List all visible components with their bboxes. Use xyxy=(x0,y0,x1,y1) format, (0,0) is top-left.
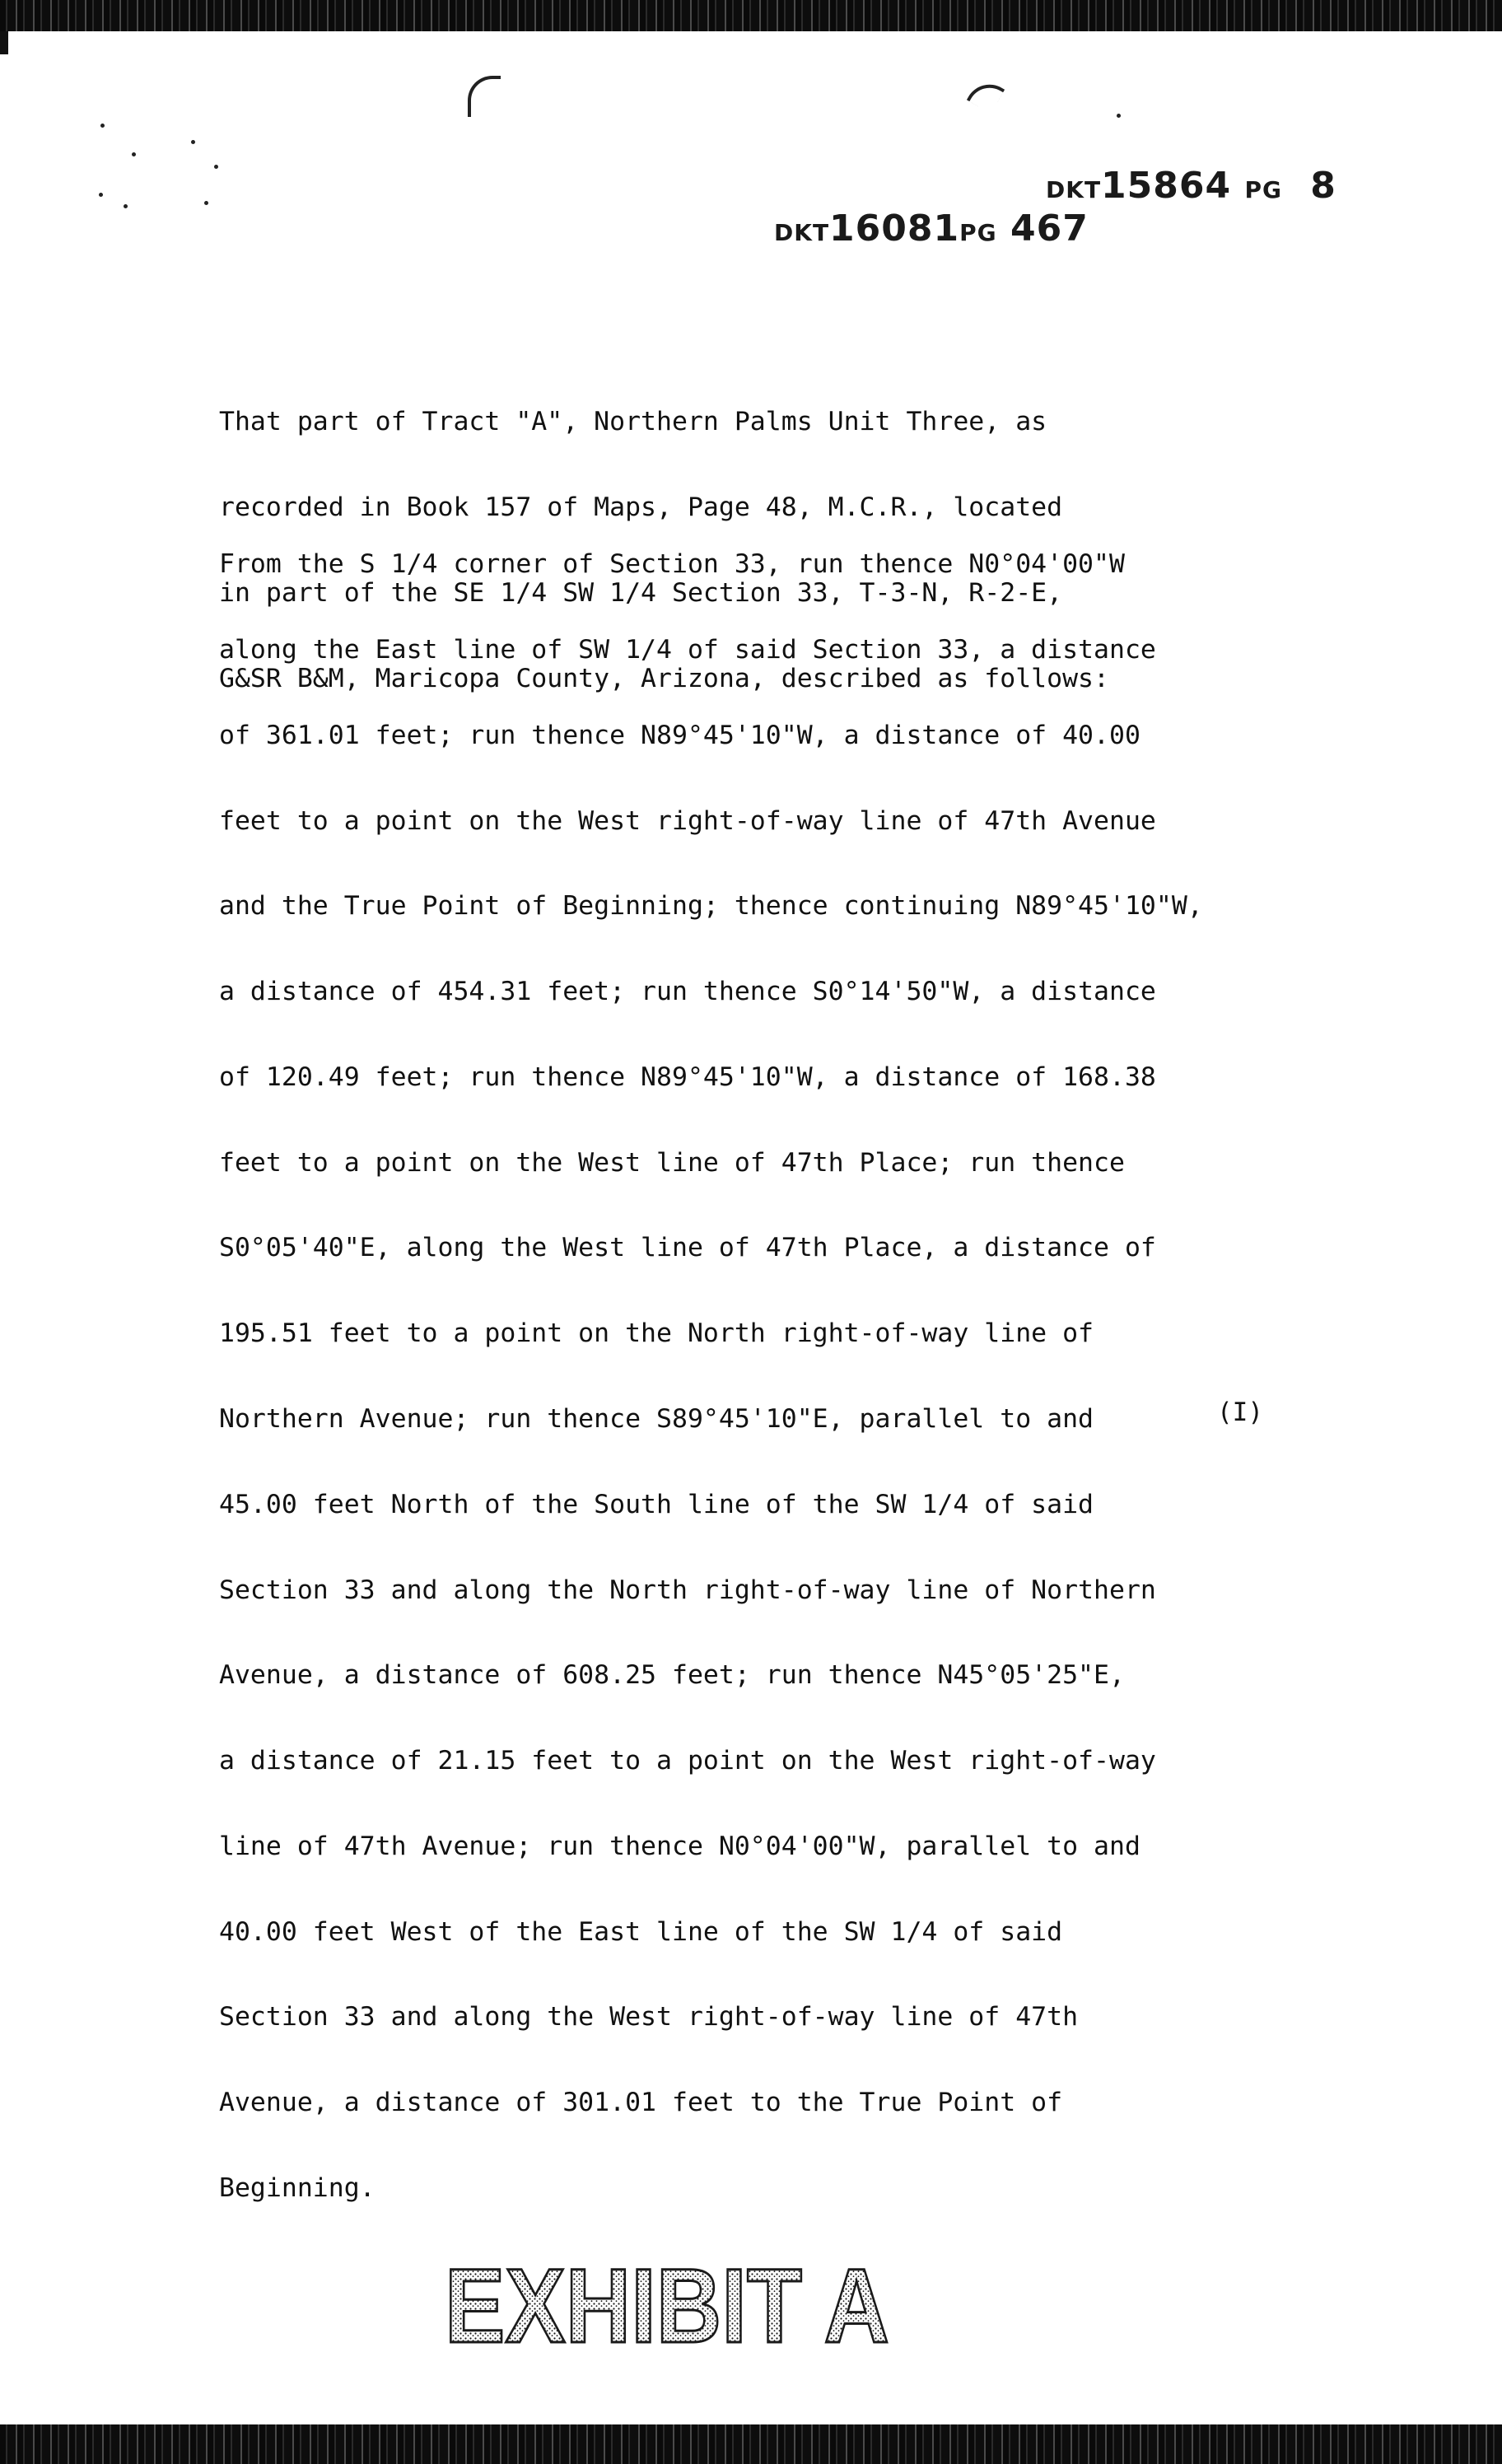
scan-speck xyxy=(99,193,103,197)
text-line: Northern Avenue; run thence S89°45'10"E, parallel to and xyxy=(219,1404,1094,1434)
docket-number: 16081 xyxy=(829,208,960,250)
scan-speck xyxy=(204,201,208,205)
text-line: Section 33 and along the West right-of-way line of 47th xyxy=(219,2002,1079,2032)
scan-speck xyxy=(132,152,136,156)
text-line: Avenue, a distance of 301.01 feet to the True Point of xyxy=(219,2088,1063,2118)
docket-page-label: PG xyxy=(959,219,997,246)
text-line: feet to a point on the West right-of-way line of 47th Avenue xyxy=(219,805,1156,836)
text-line: 195.51 feet to a point on the North right-of-way line of xyxy=(219,1318,1094,1349)
text-line: 40.00 feet West of the East line of the SW 1/4 of said xyxy=(219,1916,1063,1947)
scan-speck xyxy=(214,165,218,169)
scan-border-top xyxy=(0,0,1502,31)
text-line: feet to a point on the West line of 47th Place; run thence xyxy=(219,1147,1125,1178)
text-line: S0°05'40"E, along the West line of 47th Place, a distance of xyxy=(219,1233,1156,1263)
scan-border-bottom xyxy=(0,2424,1502,2464)
text-line: of 361.01 feet; run thence N89°45'10"W, a distance of 40.00 xyxy=(219,720,1140,750)
text-line: along the East line of SW 1/4 of said Section 33, a distance xyxy=(219,634,1156,665)
scan-speck xyxy=(100,124,105,128)
scan-speck xyxy=(1117,114,1121,118)
text-line: Avenue, a distance of 608.25 feet; run thence N45°05'25"E, xyxy=(219,1660,1125,1691)
exhibit-label: EXHIBIT A xyxy=(445,2247,889,2365)
docket-prefix: DKT xyxy=(774,219,830,246)
text-line: a distance of 454.31 feet; run thence S0°14'50"W, a distance xyxy=(219,977,1156,1007)
scan-speck xyxy=(191,140,195,144)
punch-mark xyxy=(967,76,1005,114)
text-line: line of 47th Avenue; run thence N0°04'00"W, parallel to and xyxy=(219,1831,1140,1861)
text-line: Section 33 and along the North right-of-way line of Northern xyxy=(219,1575,1156,1605)
page-marker: (I) xyxy=(1217,1398,1263,1427)
text-line: From the S 1/4 corner of Section 33, run thence N0°04'00"W xyxy=(219,549,1125,580)
text-line: recorded in Book 157 of Maps, Page 48, M.C.R., located xyxy=(219,492,1063,522)
scan-border-left xyxy=(0,31,8,54)
text-line: of 120.49 feet; run thence N89°45'10"W, a distance of 168.38 xyxy=(219,1062,1156,1092)
legal-description-body xyxy=(219,493,1388,2231)
docket-stamp-second xyxy=(774,208,1089,250)
docket-stamp-top xyxy=(1046,165,1336,207)
punch-mark xyxy=(468,76,501,117)
text-line: That part of Tract "A", Northern Palms Unit Three, as xyxy=(219,407,1047,437)
docket-prefix: DKT xyxy=(1046,176,1102,203)
docket-page: 467 xyxy=(1010,208,1089,250)
text-line: and the True Point of Beginning; thence continuing N89°45'10"W, xyxy=(219,891,1203,922)
exhibit-a-stamp xyxy=(445,2247,889,2365)
text-line: a distance of 21.15 feet to a point on the West right-of-way xyxy=(219,1746,1156,1776)
docket-number: 15864 xyxy=(1101,165,1232,207)
text-line: Beginning. xyxy=(219,2173,376,2204)
text-line: 45.00 feet North of the South line of the SW 1/4 of said xyxy=(219,1489,1094,1519)
scan-speck xyxy=(124,204,128,208)
docket-page-label: PG xyxy=(1244,176,1282,203)
docket-page: 8 xyxy=(1310,165,1336,207)
text-line: in part of the SE 1/4 SW 1/4 Section 33, T-3-N, R-2-E, xyxy=(219,577,1063,608)
text-line: G&SR B&M, Maricopa County, Arizona, described as follows: xyxy=(219,663,1109,693)
